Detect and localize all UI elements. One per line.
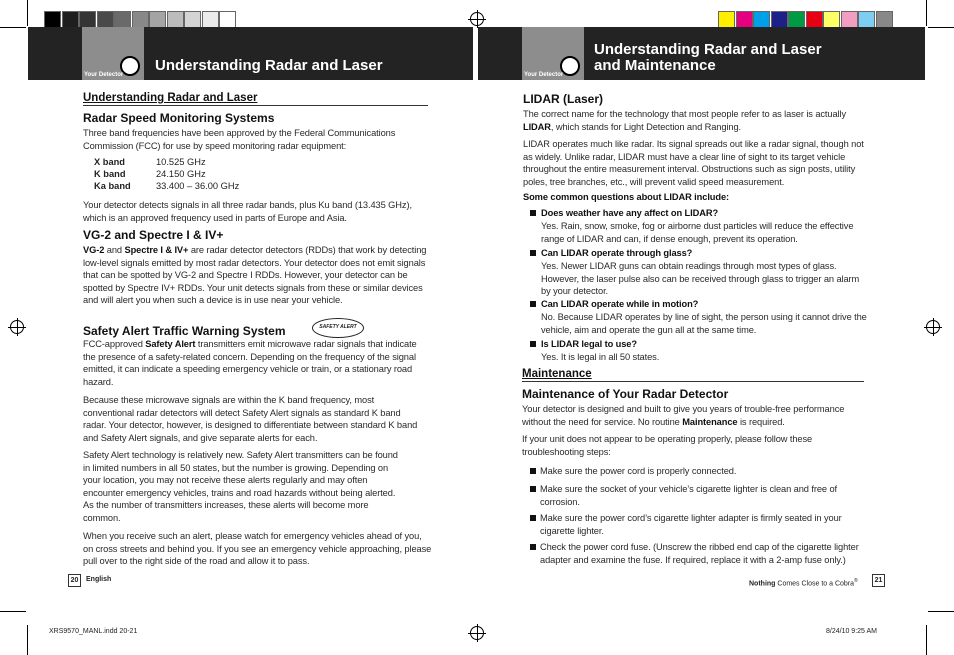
maint-p1-bold: Maintenance	[682, 416, 738, 427]
color-swatch	[771, 11, 788, 28]
crop-mark	[928, 27, 954, 28]
footer-tagline-rest: Comes Close to a Cobra	[775, 580, 855, 588]
left-header-label: Your Detector	[84, 72, 124, 78]
faq-answer: Yes. Rain, snow, smoke, fog or airborne dust particles will reduce the effective range of LIDAR and can, if dense enough, prevent its operation.	[541, 221, 854, 244]
vg2-heading: VG-2 and Spectre I & IV+	[83, 228, 224, 242]
footer-tagline-bold: Nothing	[749, 580, 776, 588]
faq-answer: No. Because LIDAR operates by line of sight, the person using it cannot drive the vehicle, aim and operate the gun all at the same time.	[541, 312, 867, 335]
safety-p1-bold: Safety Alert	[145, 339, 196, 349]
safety-heading: Safety Alert Traffic Warning System	[83, 324, 286, 338]
safety-para-3: Safety Alert technology is relatively new. Safety Alert transmitters can be found in limited numbers in all 50 states, but the number is growing. Depending on your location, you may not receive these alerts regularly and may often encounter emergency vehicles, trains and road hazards without being alerted. As the number of transmitters increases, these alerts will become more common.	[83, 450, 398, 523]
gray-swatch	[202, 11, 219, 28]
color-swatch	[753, 11, 770, 28]
color-swatch	[858, 11, 875, 28]
left-section-title: Understanding Radar and Laser	[83, 92, 258, 104]
crop-mark	[27, 625, 28, 655]
lidar-p1-bold: LIDAR	[523, 121, 551, 132]
safety-para-1	[83, 338, 431, 388]
gray-swatch	[97, 11, 114, 28]
gray-swatch	[184, 11, 201, 28]
band-name: K band	[94, 169, 126, 179]
faq-question: Is LIDAR legal to use?	[541, 339, 637, 349]
bullet-icon	[530, 341, 536, 347]
bullet-icon	[530, 486, 536, 492]
gray-swatch	[62, 11, 79, 28]
lidar-heading: LIDAR (Laser)	[523, 92, 604, 106]
maintenance-heading: Maintenance of Your Radar Detector	[522, 387, 729, 401]
maintenance-para-2: If your unit does not appear to be operating properly, please follow these troubleshooting steps:	[522, 434, 813, 457]
gray-swatch	[149, 11, 166, 28]
left-footer-language: English	[86, 576, 112, 583]
color-swatch	[736, 11, 753, 28]
color-swatch	[788, 11, 805, 28]
slug-date: 8/24/10 9:25 AM	[826, 628, 877, 635]
vg2-and: and	[104, 245, 125, 255]
troubleshoot-step: Make sure the power cord’s cigarette lighter adapter is firmly seated in your cigarette lighter.	[540, 513, 842, 536]
color-swatch	[806, 11, 823, 28]
faq-answer: Yes. It is legal in all 50 states.	[541, 352, 660, 362]
gray-swatch	[114, 11, 131, 28]
lidar-para-1	[523, 108, 863, 133]
color-swatch	[876, 11, 893, 28]
registration-mark-icon	[470, 12, 484, 26]
lidar-p1-pre: The correct name for the technology that most people refer to as laser is actually	[523, 109, 847, 119]
lidar-para-2: LIDAR operates much like radar. Its signal spreads out like a radar signal, though not as widely. Unlike radar, LIDAR must have a clear line of sight to its target vehicle throughout the entire measurement interval. Obstructions such as sign posts, utility poles, tree branches, etc., will prevent valid speed measurement.	[523, 139, 864, 187]
registration-mark-icon	[470, 626, 484, 640]
safety-para-2: Because these microwave signals are within the K band frequency, most conventional radar detectors will detect Safety Alert signals as standard K band radar. Your detector, however, is designed to differentiate between standard K band and Safety Alert signals, and give separate alerts for each.	[83, 395, 418, 443]
troubleshoot-step: Make sure the socket of your vehicle’s cigarette lighter is clean and free of corrosion.	[540, 484, 838, 507]
crop-mark	[0, 27, 26, 28]
troubleshoot-step: Make sure the power cord is properly connected.	[540, 466, 737, 476]
crop-mark	[27, 0, 28, 26]
safety-para-4: When you receive such an alert, please watch for emergency vehicles ahead of you, on cross streets and behind you. If you see an emergency vehicle approaching, please pull over to the right side of the road and allow it to pass.	[83, 531, 432, 567]
safety-p1-post: transmitters emit microwave radar signals that indicate the presence of a safety-related concern. Depending on the frequency of the signal emitted, it can indicate a speeding emergency vehicle or train, or a stationary road hazard.	[83, 339, 417, 387]
radar-detect-text: Your detector detects signals in all three radar bands, plus Ku band (13.435 GHz), which is an approved frequency used in parts of Europe and Asia.	[83, 200, 412, 223]
color-swatch	[823, 11, 840, 28]
radar-intro: Three band frequencies have been approved by the Federal Communications Commission (FCC) for use by speed monitoring radar equipment:	[83, 128, 396, 151]
bullet-icon	[530, 250, 536, 256]
right-page-title	[594, 42, 822, 74]
gray-swatch	[44, 11, 61, 28]
gray-swatch	[167, 11, 184, 28]
right-header-label: Your Detector	[524, 72, 564, 78]
faq-intro: Some common questions about LIDAR include:	[523, 192, 730, 202]
section-rule	[522, 381, 864, 382]
bullet-icon	[530, 515, 536, 521]
vg2-bold: VG-2	[83, 245, 105, 255]
bullet-icon	[530, 468, 536, 474]
spectre-bold: Spectre I & IV+	[124, 245, 189, 255]
faq-answer: Yes. Newer LIDAR guns can obtain readings through most types of glass. However, the laser pulse also can be received through glass to trigger an alarm by your detector.	[541, 261, 860, 297]
bullet-icon	[530, 210, 536, 216]
gray-swatch	[219, 11, 236, 28]
crop-mark	[926, 0, 927, 26]
crop-mark	[926, 625, 927, 655]
registration-mark-icon	[926, 320, 940, 334]
section-rule	[83, 105, 428, 106]
left-page-title: Understanding Radar and Laser	[155, 57, 383, 74]
faq-question: Can LIDAR operate through glass?	[541, 248, 693, 258]
vg2-text	[83, 244, 427, 307]
band-frequency: 33.400 – 36.00 GHz	[156, 181, 240, 191]
vg2-body: are radar detector detectors (RDDs) that work by detecting low-level signals emitted by most radar detectors. Your detector does not emit signals that can be spotted by VG-2 and Spectre I RDDs. However, your detector can be spotted by Spectre IV+ RDDs. Your unit detects signals from these or similar devices and will alert you when such a device is in use near your vehicle.	[83, 245, 427, 306]
maintenance-para-1	[522, 403, 872, 428]
band-name: Ka band	[94, 181, 131, 191]
slug-filename: XRS9570_MANL.indd 20-21	[49, 628, 138, 635]
band-frequency: 24.150 GHz	[156, 169, 206, 179]
color-swatch	[841, 11, 858, 28]
registration-mark-icon	[10, 320, 24, 334]
faq-question: Does weather have any affect on LIDAR?	[541, 208, 719, 218]
faq-question: Can LIDAR operate while in motion?	[541, 299, 699, 309]
radar-heading: Radar Speed Monitoring Systems	[83, 111, 275, 125]
right-footer-tagline	[749, 578, 858, 587]
maintenance-section-title: Maintenance	[522, 368, 592, 380]
bullet-icon	[530, 301, 536, 307]
left-page-number: 20	[68, 574, 81, 587]
color-swatch	[718, 11, 735, 28]
bullet-icon	[530, 544, 536, 550]
safety-p1-pre: FCC-approved	[83, 339, 146, 349]
maint-p1-post: is required.	[737, 416, 785, 427]
maint-p1-pre: Your detector is designed and built to give you years of trouble-free performance without the need for service. No routine	[522, 404, 845, 427]
right-page-title-line1: Understanding Radar and Laser	[594, 41, 822, 58]
troubleshoot-step: Check the power cord fuse. (Unscrew the ribbed end cap of the cigarette lighter adapter and examine the fuse. If required, replace it with a 2-amp fuse only.)	[540, 542, 859, 565]
right-page-number: 21	[872, 574, 885, 587]
right-page-title-line2: and Maintenance	[594, 57, 716, 74]
footer-registered-mark: ®	[854, 578, 858, 584]
gray-swatch	[132, 11, 149, 28]
crop-mark	[0, 611, 26, 612]
safety-alert-logo: SAFETY ALERT	[312, 318, 364, 338]
band-frequency: 10.525 GHz	[156, 157, 206, 167]
gray-swatch	[79, 11, 96, 28]
band-name: X band	[94, 157, 125, 167]
lidar-p1-post: , which stands for Light Detection and Ranging.	[550, 121, 742, 132]
crop-mark	[928, 611, 954, 612]
